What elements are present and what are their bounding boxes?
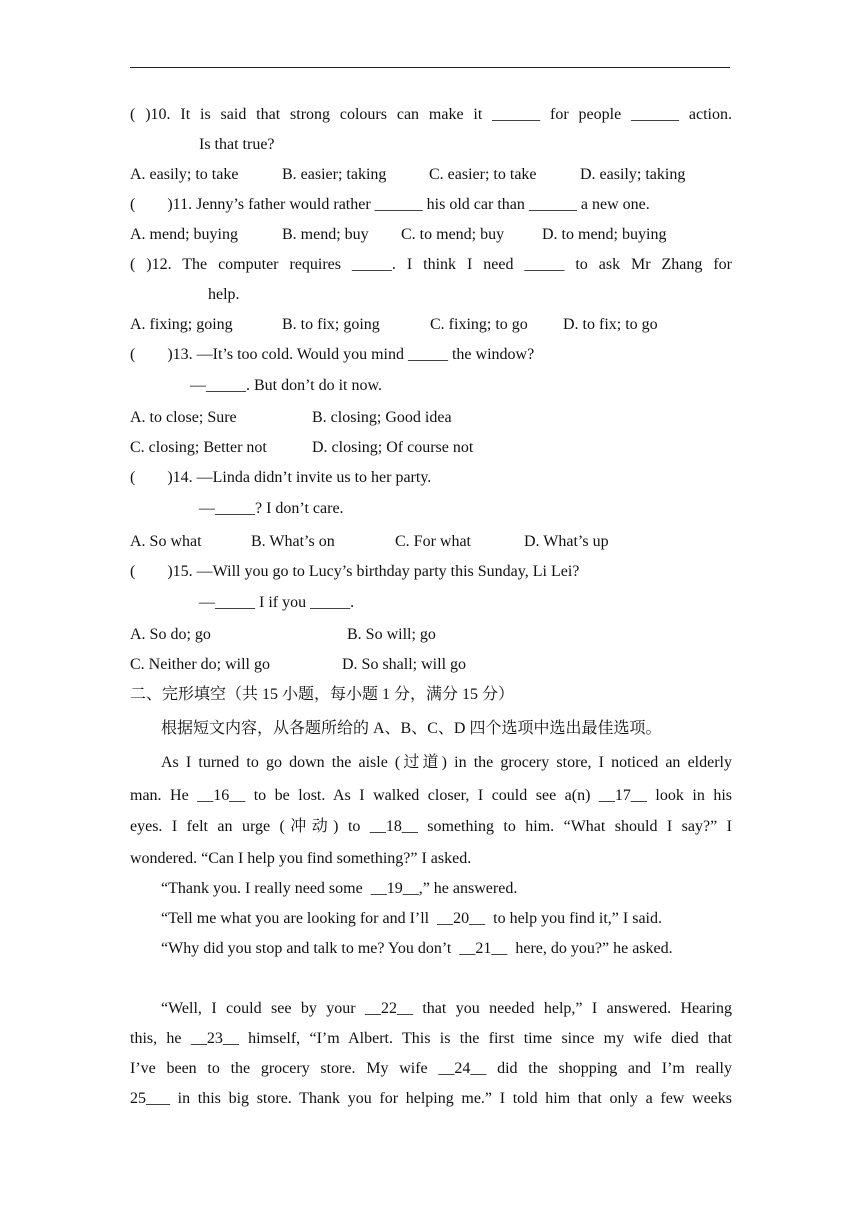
- q15-option-a: A. So do; go: [130, 626, 211, 643]
- q15-option-d: D. So shall; will go: [342, 656, 467, 673]
- q14-stem: ( )14. —Linda didn’t invite us to her party.: [130, 469, 432, 486]
- q14-option-c: C. For what: [395, 533, 471, 550]
- q14-option-d: D. What’s up: [524, 533, 609, 550]
- q14-reply: —_____? I don’t care.: [199, 500, 344, 517]
- q11-option-a: A. mend; buying: [130, 226, 238, 243]
- q10-stem-cont: Is that true?: [199, 136, 275, 153]
- q14-option-a: A. So what: [130, 533, 202, 550]
- q10-option-a: A. easily; to take: [130, 166, 239, 183]
- q11-option-d: D. to mend; buying: [542, 226, 667, 243]
- q15-option-c: C. Neither do; will go: [130, 656, 270, 673]
- q12-stem-cont: help.: [208, 286, 240, 303]
- q13-reply: —_____. But don’t do it now.: [190, 377, 383, 394]
- passage-line-5: “Thank you. I really need some __19__,” he answered.: [161, 880, 518, 897]
- q13-option-a: A. to close; Sure: [130, 409, 237, 426]
- passage-line-4: wondered. “Can I help you find something?” I asked.: [130, 850, 472, 867]
- q11-option-b: B. mend; buy: [282, 226, 369, 243]
- q13-option-c: C. closing; Better not: [130, 439, 267, 456]
- passage-line-9: this, he __23__ himself, “I’m Albert. This is the first time since my wife died that: [130, 1030, 732, 1047]
- passage-line-10: I’ve been to the grocery store. My wife __24__ did the shopping and I’m really: [130, 1060, 732, 1077]
- q12-option-b: B. to fix; going: [282, 316, 380, 333]
- passage-line-6: “Tell me what you are looking for and I’ll __20__ to help you find it,” I said.: [161, 910, 662, 927]
- passage-line-1: As I turned to go down the aisle (过道) in the grocery store, I noticed an elderly: [161, 754, 732, 771]
- section-instruction: 根据短文内容，从各题所给的 A、B、C、D 四个选项中选出最佳选项。: [161, 720, 662, 737]
- q13-stem: ( )13. —It’s too cold. Would you mind _____ the window?: [130, 346, 535, 363]
- q12-option-a: A. fixing; going: [130, 316, 233, 333]
- q12-option-d: D. to fix; to go: [563, 316, 658, 333]
- q15-reply: —_____ I if you _____.: [199, 594, 355, 611]
- q10-stem: ( )10. It is said that strong colours can make it ______ for people ______ action.: [130, 106, 732, 123]
- passage-line-11: 25___ in this big store. Thank you for helping me.” I told him that only a few weeks: [130, 1090, 732, 1107]
- section-heading: 二、完形填空（共 15 小题，每小题 1 分，满分 15 分）: [130, 686, 515, 703]
- q15-option-b: B. So will; go: [347, 626, 436, 643]
- passage-line-3: eyes. I felt an urge (冲动) to __18__ something to him. “What should I say?” I: [130, 818, 732, 835]
- q14-option-b: B. What’s on: [251, 533, 335, 550]
- q10-option-c: C. easier; to take: [429, 166, 537, 183]
- passage-line-7: “Why did you stop and talk to me? You don’t __21__ here, do you?” he asked.: [161, 940, 673, 957]
- q10-option-b: B. easier; taking: [282, 166, 387, 183]
- q12-stem: ( )12. The computer requires _____. I think I need _____ to ask Mr Zhang for: [130, 256, 732, 273]
- q11-stem: ( )11. Jenny’s father would rather ______ his old car than ______ a new one.: [130, 196, 650, 213]
- q11-option-c: C. to mend; buy: [401, 226, 505, 243]
- passage-line-8: “Well, I could see by your __22__ that you needed help,” I answered. Hearing: [161, 1000, 732, 1017]
- q13-option-d: D. closing; Of course not: [312, 439, 474, 456]
- q10-option-d: D. easily; taking: [580, 166, 686, 183]
- q15-stem: ( )15. —Will you go to Lucy’s birthday party this Sunday, Li Lei?: [130, 563, 580, 580]
- q13-option-b: B. closing; Good idea: [312, 409, 452, 426]
- passage-line-2: man. He __16__ to be lost. As I walked closer, I could see a(n) __17__ look in his: [130, 787, 732, 804]
- header-rule: [130, 67, 730, 68]
- q12-option-c: C. fixing; to go: [430, 316, 528, 333]
